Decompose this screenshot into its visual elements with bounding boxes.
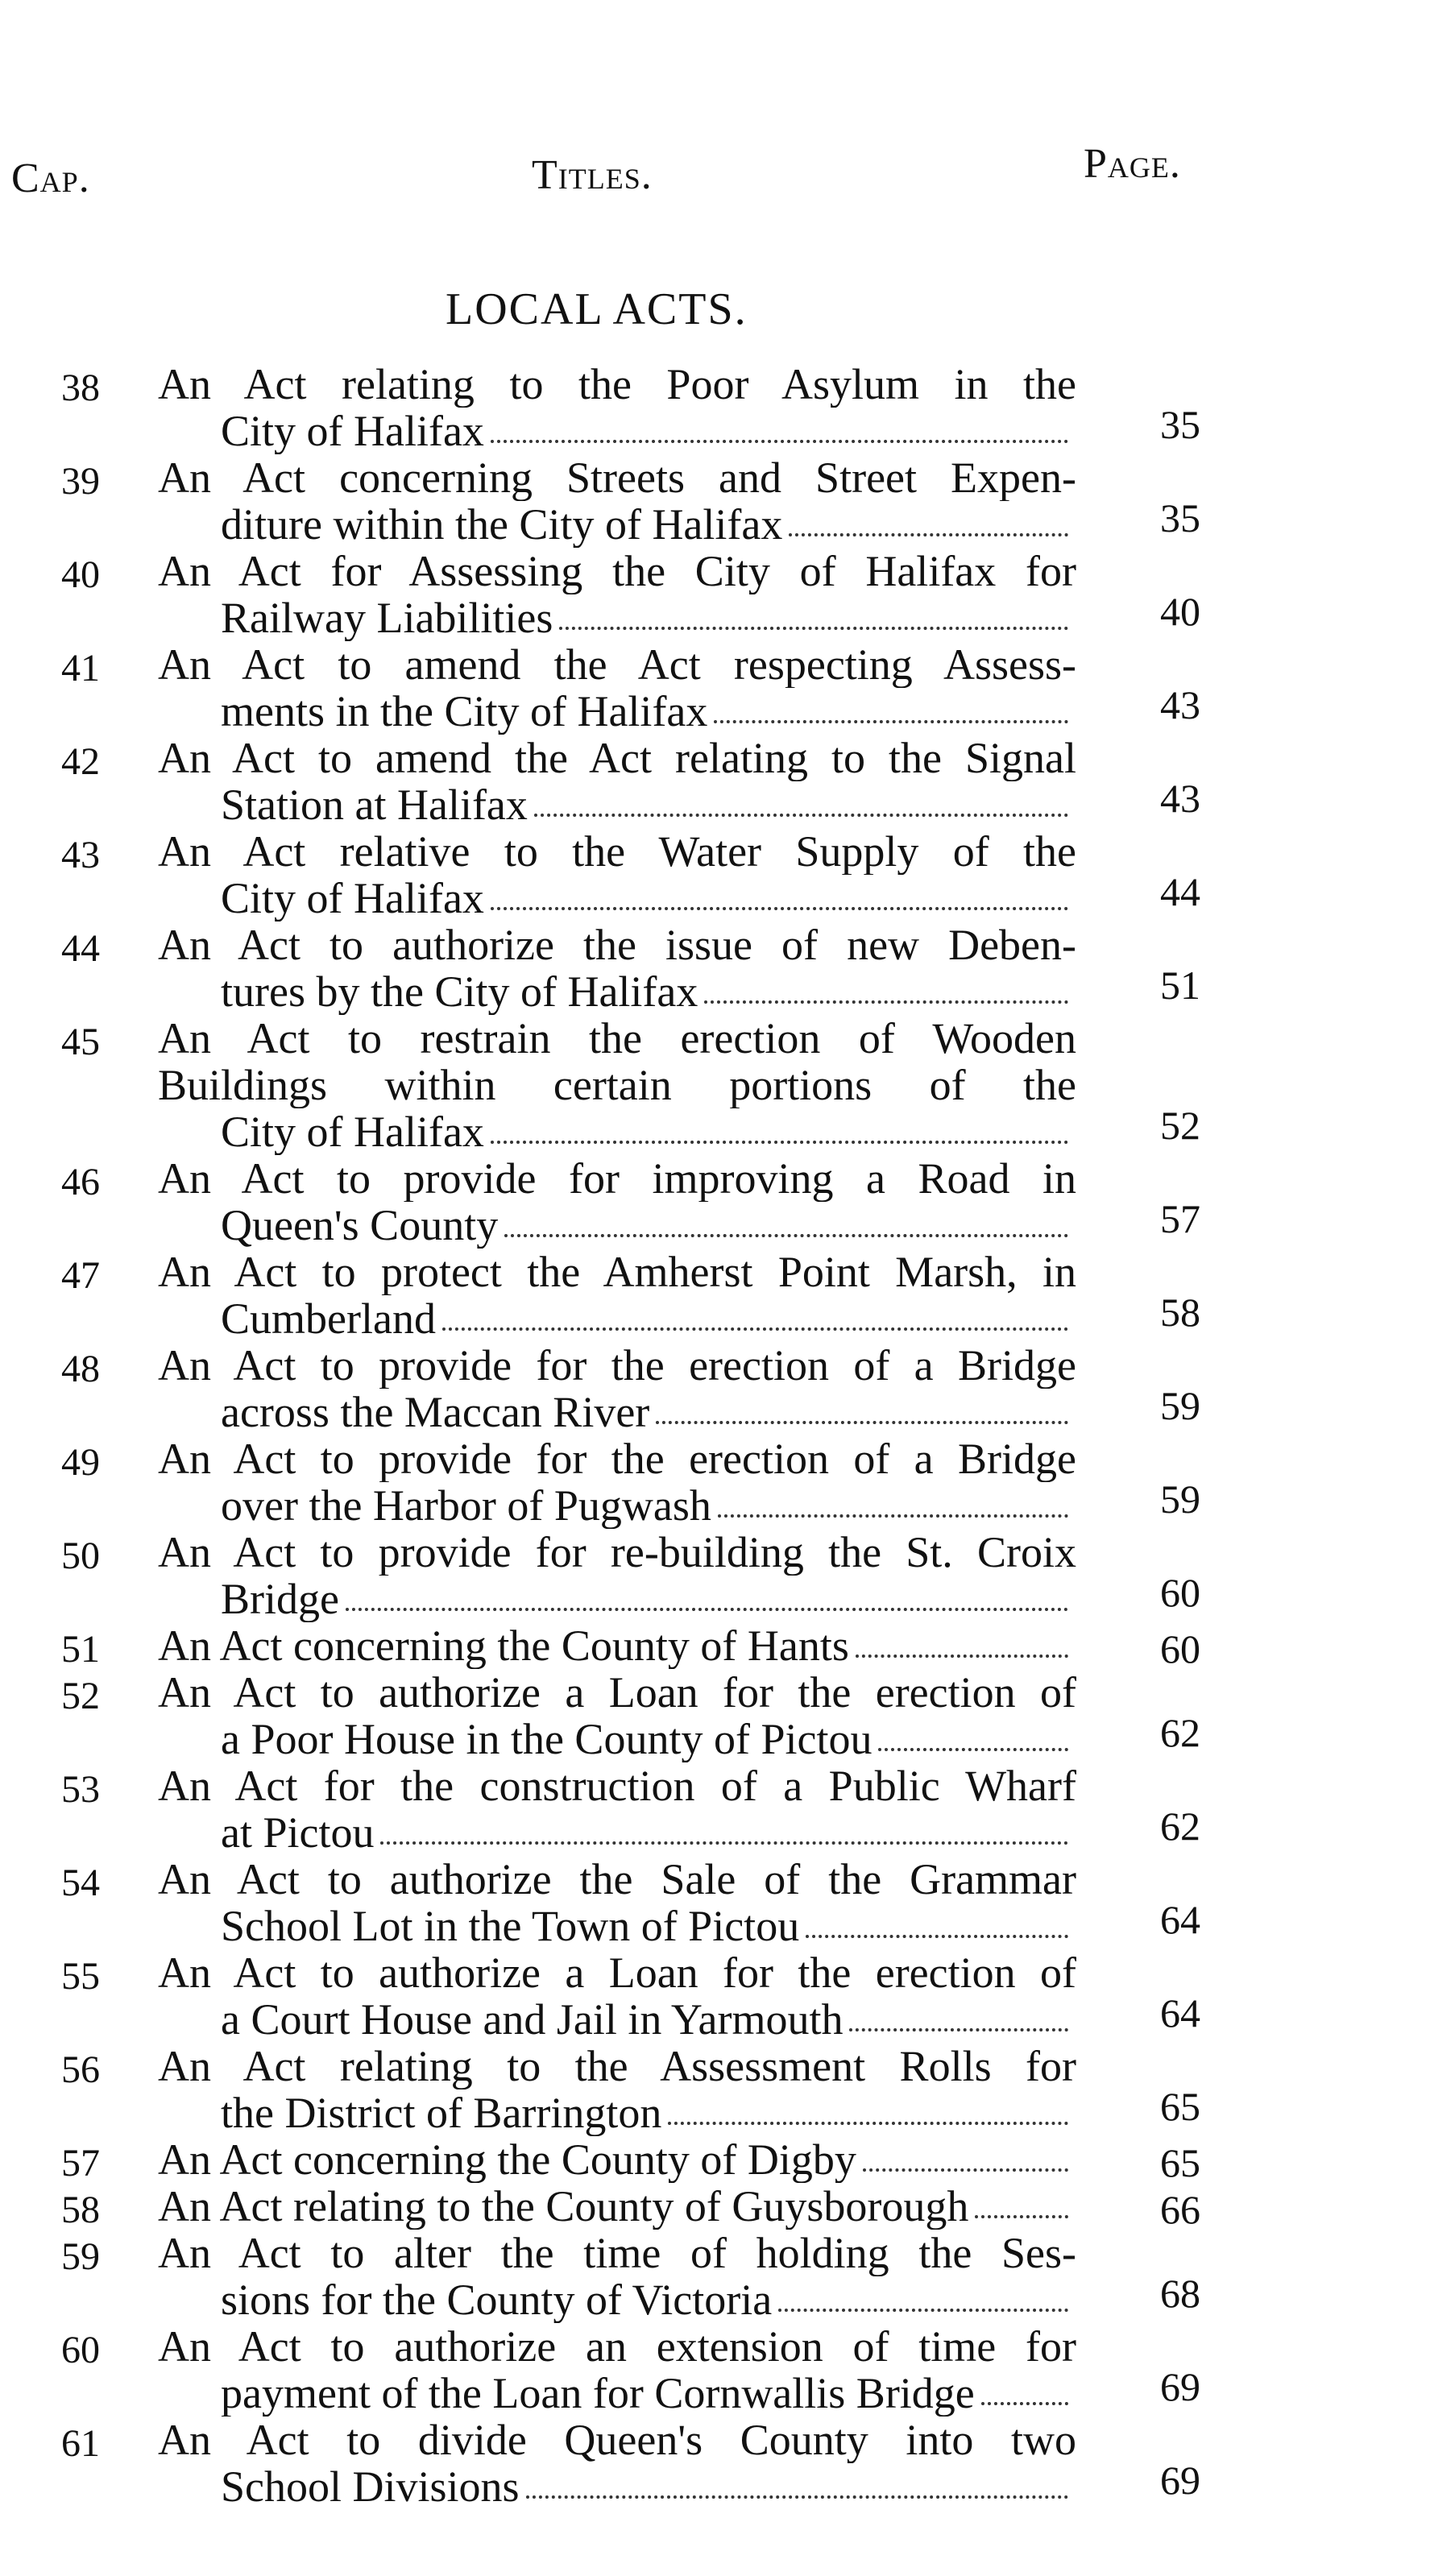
dot-leader: [534, 814, 1068, 817]
act-title-line: sions for the County of Victoria: [221, 2276, 773, 2323]
toc-entry: [0, 1342, 1430, 1435]
act-title-line: payment of the Loan for Cornwallis Bridge: [221, 2370, 975, 2417]
dot-leader: [504, 1234, 1068, 1237]
act-title-line: An Act relative to the Water Supply of the: [158, 828, 1076, 875]
act-title-last-line: [158, 2370, 1076, 2417]
act-title-line: Buildings within certain portions of the: [158, 1062, 1076, 1108]
act-title: [158, 1949, 1076, 2043]
chapter-number: 59: [61, 2235, 100, 2278]
dot-leader: [849, 2028, 1068, 2031]
act-title-line: An Act for the construction of a Public Wharf: [158, 1762, 1076, 1809]
act-title-line: Bridge: [221, 1576, 339, 1622]
act-title-last-line: [158, 1903, 1076, 1949]
toc-entry: [0, 641, 1430, 735]
act-title: [158, 1529, 1076, 1622]
page-number: 35: [1160, 402, 1200, 447]
dot-leader: [863, 2168, 1068, 2172]
toc-entry: [0, 1015, 1430, 1155]
chapter-number: 52: [61, 1675, 100, 1717]
act-title-line: An Act relating to the Assessment Rolls for: [158, 2043, 1076, 2089]
page-number: 64: [1160, 1990, 1200, 2036]
dot-leader: [878, 1748, 1068, 1751]
chapter-number: 57: [61, 2142, 100, 2185]
act-title-line: An Act to authorize the issue of new Deben-: [158, 921, 1076, 968]
chapter-number: 58: [61, 2189, 100, 2231]
acts-list: [0, 361, 1430, 2510]
page-number: 35: [1160, 495, 1200, 540]
act-title-last-line: [158, 1389, 1076, 1435]
page-number: 43: [1160, 776, 1200, 821]
chapter-number: 53: [61, 1768, 100, 1811]
act-title-last-line: [158, 1482, 1076, 1529]
page-number: 59: [1160, 1476, 1200, 1522]
dot-leader: [526, 2495, 1068, 2499]
page-number: 60: [1160, 1626, 1200, 1671]
toc-entry: [0, 2230, 1430, 2323]
act-title-line: An Act to provide for improving a Road in: [158, 1155, 1076, 1202]
toc-entry: [0, 454, 1430, 548]
page-number: 43: [1160, 682, 1200, 727]
act-title-line: An Act to provide for the erection of a Bridge: [158, 1435, 1076, 1482]
act-title-line: An Act for Assessing the City of Halifax for: [158, 548, 1076, 594]
act-title-line: diture within the City of Halifax: [221, 501, 783, 548]
act-title-line: An Act to authorize an extension of time for: [158, 2323, 1076, 2370]
dot-leader: [975, 2215, 1068, 2218]
dot-leader: [559, 627, 1068, 630]
chapter-number: 42: [61, 740, 100, 783]
act-title-line: Railway Liabilities: [221, 594, 553, 641]
toc-entry: [0, 1529, 1430, 1622]
chapter-number: 43: [61, 834, 100, 876]
toc-entry: [0, 828, 1430, 921]
dot-leader: [491, 907, 1068, 910]
dot-leader: [856, 1655, 1068, 1658]
page-number: 59: [1160, 1383, 1200, 1428]
toc-entry: [0, 1669, 1430, 1762]
act-title-line: School Lot in the Town of Pictou: [221, 1903, 800, 1949]
act-title: [158, 2136, 1076, 2183]
section-title: LOCAL ACTS.: [446, 284, 748, 334]
dot-leader: [789, 533, 1068, 536]
act-title-last-line: [158, 781, 1076, 828]
act-title-last-line: [158, 2463, 1076, 2510]
act-title: [158, 828, 1076, 921]
chapter-number: 46: [61, 1161, 100, 1203]
act-title: [158, 2230, 1076, 2323]
toc-entry: [0, 2417, 1430, 2510]
toc-entry: [0, 1249, 1430, 1342]
act-title: [158, 2417, 1076, 2510]
act-title-last-line: [158, 688, 1076, 735]
act-title: [158, 2323, 1076, 2417]
dot-leader: [806, 1935, 1068, 1938]
act-title: [158, 1155, 1076, 1249]
titles-column-header: Titles.: [532, 152, 653, 198]
act-title: [158, 1622, 1076, 1669]
act-title: [158, 1342, 1076, 1435]
page-number: 58: [1160, 1290, 1200, 1335]
dot-leader: [704, 1000, 1068, 1004]
dot-leader: [656, 1421, 1068, 1424]
act-title: [158, 2183, 1076, 2230]
dot-leader: [491, 1141, 1068, 1144]
toc-entry: [0, 1155, 1430, 1249]
act-title-last-line: [158, 1809, 1076, 1856]
page-number: 60: [1160, 1570, 1200, 1615]
toc-entry: [0, 2043, 1430, 2136]
act-title-line: City of Halifax: [221, 408, 484, 454]
toc-entry: [0, 1856, 1430, 1949]
act-title: [158, 1669, 1076, 1762]
chapter-number: 56: [61, 2048, 100, 2091]
toc-entry: [0, 1435, 1430, 1529]
act-title: [158, 2043, 1076, 2136]
chapter-number: 41: [61, 647, 100, 690]
act-title-line: An Act to authorize a Loan for the erection of: [158, 1949, 1076, 1996]
act-title-last-line: [158, 2183, 1076, 2230]
chapter-number: 45: [61, 1021, 100, 1063]
act-title-last-line: [158, 1622, 1076, 1669]
act-title-line: An Act to provide for the erection of a Bridge: [158, 1342, 1076, 1389]
chapter-number: 60: [61, 2329, 100, 2371]
toc-entry: [0, 2183, 1430, 2230]
act-title-line: Queen's County: [221, 1202, 499, 1249]
act-title: [158, 1249, 1076, 1342]
act-title-line: City of Halifax: [221, 1108, 484, 1155]
act-title-line: An Act to authorize a Loan for the erection of: [158, 1669, 1076, 1716]
page-number: 68: [1160, 2271, 1200, 2316]
chapter-number: 50: [61, 1534, 100, 1577]
act-title-last-line: [158, 1716, 1076, 1762]
dot-leader: [442, 1327, 1068, 1331]
act-title-line: An Act to alter the time of holding the Ses-: [158, 2230, 1076, 2276]
chapter-number: 51: [61, 1628, 100, 1671]
act-title-line: An Act concerning the County of Digby: [158, 2136, 856, 2183]
dot-leader: [778, 2309, 1068, 2312]
act-title: [158, 454, 1076, 548]
act-title-line: An Act to protect the Amherst Point Marsh, in: [158, 1249, 1076, 1295]
toc-entry: [0, 2323, 1430, 2417]
act-title: [158, 735, 1076, 828]
chapter-number: 38: [61, 367, 100, 409]
act-title-line: tures by the City of Halifax: [221, 968, 698, 1015]
act-title-last-line: [158, 2136, 1076, 2183]
page-number: 65: [1160, 2084, 1200, 2129]
act-title-last-line: [158, 1108, 1076, 1155]
act-title: [158, 921, 1076, 1015]
act-title: [158, 1015, 1076, 1155]
act-title-line: at Pictou: [221, 1809, 375, 1856]
dot-leader: [718, 1514, 1068, 1518]
dot-leader: [981, 2402, 1068, 2405]
act-title-line: across the Maccan River: [221, 1389, 650, 1435]
page-number: 51: [1160, 963, 1200, 1008]
act-title-last-line: [158, 2276, 1076, 2323]
dot-leader: [346, 1608, 1068, 1611]
page-number: 40: [1160, 589, 1200, 634]
act-title-last-line: [158, 1295, 1076, 1342]
cap-column-header: Cap.: [11, 155, 90, 201]
toc-entry: [0, 548, 1430, 641]
act-title: [158, 1856, 1076, 1949]
act-title: [158, 641, 1076, 735]
act-title-line: An Act concerning Streets and Street Expen-: [158, 454, 1076, 501]
act-title-line: An Act to amend the Act respecting Assess-: [158, 641, 1076, 688]
page-number: 69: [1160, 2364, 1200, 2409]
toc-entry: [0, 2136, 1430, 2183]
page-number: 62: [1160, 1710, 1200, 1755]
page-number: 44: [1160, 869, 1200, 914]
toc-entry: [0, 1949, 1430, 2043]
page-number: 69: [1160, 2458, 1200, 2503]
act-title-line: School Divisions: [221, 2463, 520, 2510]
chapter-number: 40: [61, 553, 100, 596]
chapter-number: 48: [61, 1348, 100, 1390]
chapter-number: 54: [61, 1862, 100, 1904]
dot-leader: [714, 720, 1068, 723]
act-title-line: a Poor House in the County of Pictou: [221, 1716, 873, 1762]
act-title-last-line: [158, 2089, 1076, 2136]
act-title-last-line: [158, 968, 1076, 1015]
act-title-line: An Act relating to the County of Guysborough: [158, 2183, 969, 2230]
act-title-line: City of Halifax: [221, 875, 484, 921]
act-title-last-line: [158, 501, 1076, 548]
chapter-number: 61: [61, 2422, 100, 2465]
act-title-last-line: [158, 1202, 1076, 1249]
act-title-last-line: [158, 594, 1076, 641]
toc-entry: [0, 1622, 1430, 1669]
act-title-line: An Act to amend the Act relating to the Signal: [158, 735, 1076, 781]
toc-entry: [0, 1762, 1430, 1856]
act-title-line: An Act to restrain the erection of Wooden: [158, 1015, 1076, 1062]
toc-entry: [0, 735, 1430, 828]
act-title-line: An Act to provide for re-building the St. Croix: [158, 1529, 1076, 1576]
act-title-line: An Act to authorize the Sale of the Grammar: [158, 1856, 1076, 1903]
page-number: 52: [1160, 1103, 1200, 1148]
page-number: 64: [1160, 1897, 1200, 1942]
act-title-line: Cumberland: [221, 1295, 436, 1342]
act-title-line: An Act concerning the County of Hants: [158, 1622, 849, 1669]
page-number: 65: [1160, 2140, 1200, 2185]
act-title-last-line: [158, 1996, 1076, 2043]
toc-entry: [0, 921, 1430, 1015]
act-title-last-line: [158, 875, 1076, 921]
chapter-number: 39: [61, 460, 100, 503]
page-column-header: Page.: [1084, 141, 1181, 187]
chapter-number: 47: [61, 1254, 100, 1297]
chapter-number: 44: [61, 927, 100, 970]
act-title-line: An Act to divide Queen's County into two: [158, 2417, 1076, 2463]
page-number: 57: [1160, 1196, 1200, 1241]
act-title: [158, 548, 1076, 641]
act-title-line: ments in the City of Halifax: [221, 688, 708, 735]
act-title: [158, 1762, 1076, 1856]
chapter-number: 55: [61, 1955, 100, 1998]
act-title-line: over the Harbor of Pugwash: [221, 1482, 711, 1529]
act-title-line: Station at Halifax: [221, 781, 528, 828]
act-title-line: a Court House and Jail in Yarmouth: [221, 1996, 843, 2043]
act-title-line: An Act relating to the Poor Asylum in the: [158, 361, 1076, 408]
dot-leader: [668, 2122, 1068, 2125]
dot-leader: [380, 1841, 1068, 1845]
chapter-number: 49: [61, 1441, 100, 1484]
column-headers: [0, 135, 1430, 200]
page-number: 66: [1160, 2187, 1200, 2232]
page-number: 62: [1160, 1804, 1200, 1849]
act-title-line: the District of Barrington: [221, 2089, 662, 2136]
act-title: [158, 361, 1076, 454]
act-title-last-line: [158, 408, 1076, 454]
act-title: [158, 1435, 1076, 1529]
act-title-last-line: [158, 1576, 1076, 1622]
dot-leader: [491, 440, 1068, 443]
toc-entry: [0, 361, 1430, 454]
